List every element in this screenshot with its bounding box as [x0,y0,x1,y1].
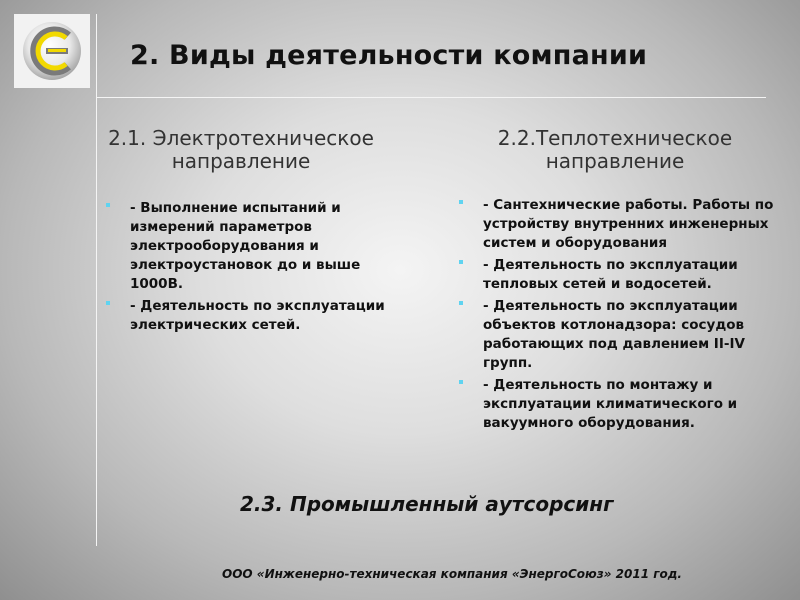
list-item [456,297,796,373]
list-item-text: - Сантехнические работы. Работы по устройству внутренних инженерных систем и оборудования [483,197,774,251]
bullet-icon [106,203,110,207]
heating-title-line1: 2.2.Теплотехническое [497,126,733,150]
list-item [456,376,796,433]
bullet-icon [459,200,463,204]
logo-box [14,14,90,88]
vertical-divider [96,14,97,546]
bullet-icon [106,301,110,305]
list-item-text: - Выполнение испытаний и измерений параметров электрооборудования и электроустановок до и выше 1000В. [130,200,361,292]
bullet-icon [459,301,463,305]
electrical-activities-list [103,199,403,338]
heating-activities-list [456,196,796,436]
list-item-text: - Деятельность по эксплуатации объектов котлонадзора: сосудов работающих под давлением II-IV групп. [483,298,745,371]
electrical-title-line2: направление [171,149,311,173]
title-underline [96,97,766,98]
bullet-icon [459,380,463,384]
list-item [456,256,796,294]
list-item [103,199,403,294]
company-logo-icon [20,18,84,84]
list-item [103,297,403,335]
list-item-text: - Деятельность по монтажу и эксплуатации климатического и вакуумного оборудования. [483,377,738,431]
outsourcing-heading: 2.3. Промышленный аутсорсинг [240,492,614,516]
bullet-icon [459,260,463,264]
electrical-title-line1: 2.1. Электротехническое [108,126,374,150]
page-title: 2. Виды деятельности компании [130,40,648,71]
list-item [456,196,796,253]
electrical-section-title [96,127,386,173]
heating-title-line2: направление [545,149,685,173]
footer-copyright: ООО «Инженерно-техническая компания «ЭнергоСоюз» 2011 год. [222,567,682,581]
list-item-text: - Деятельность по эксплуатации электрических сетей. [130,298,385,333]
list-item-text: - Деятельность по эксплуатации тепловых сетей и водосетей. [483,257,738,292]
heating-section-title [470,127,760,173]
